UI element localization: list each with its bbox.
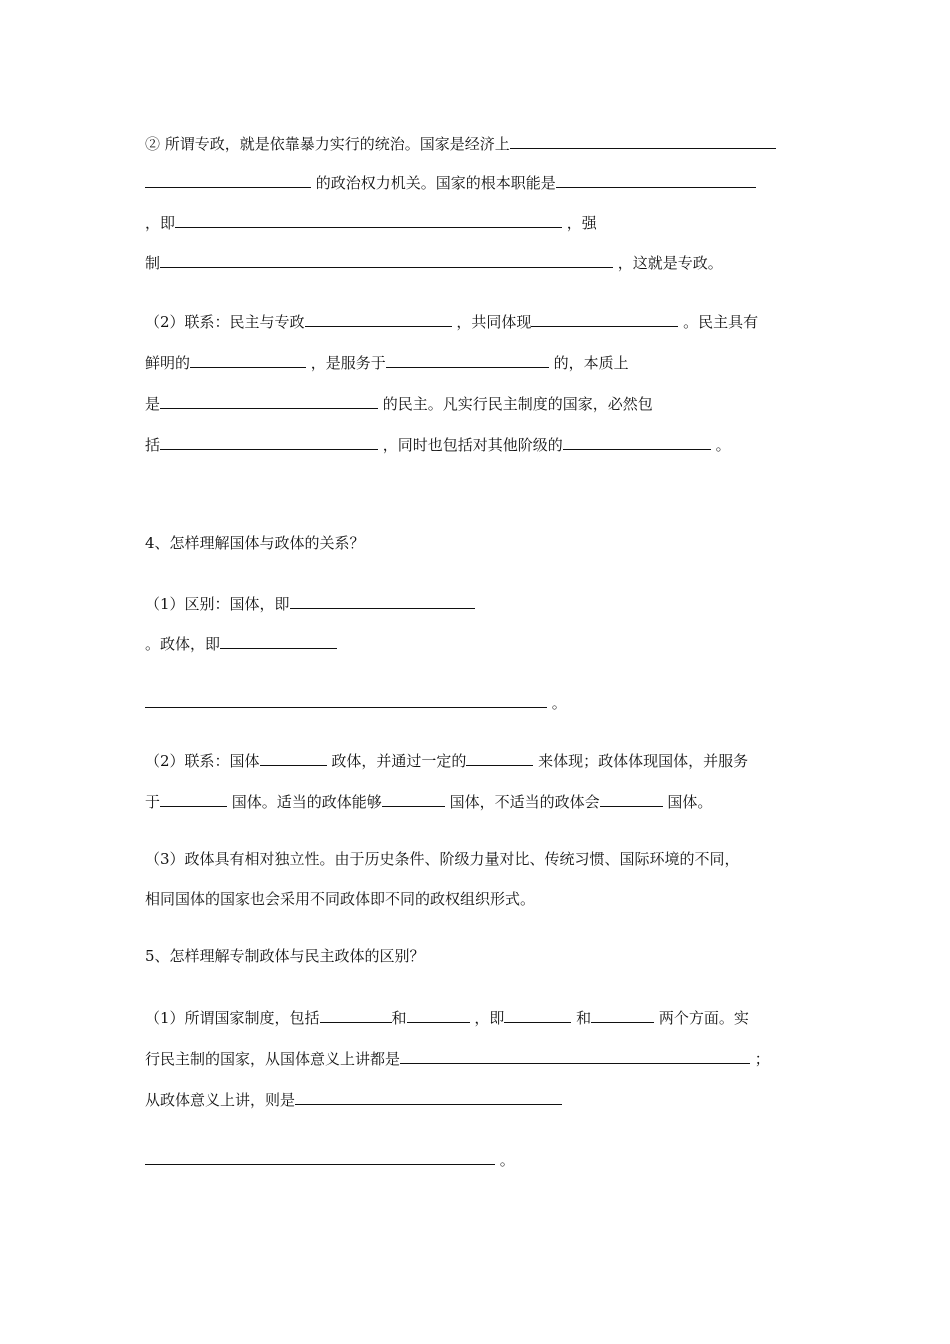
q4-independence-line-2 [145, 889, 535, 909]
blank-q5-4[interactable] [591, 1007, 654, 1023]
link-text-2b: ，是服务于 [306, 354, 386, 372]
link-text-1b: ，共同体现 [451, 313, 532, 331]
q4-link-line-1 [145, 750, 748, 770]
link-text-2c: 的，本质上 [548, 354, 629, 372]
blank-state-system[interactable] [290, 593, 475, 609]
link-text-1a: （2）联系：民主与专政 [145, 313, 305, 331]
q4-text-2e: 国体。适当的政体能够 [227, 793, 382, 811]
blank-government-form[interactable] [220, 633, 337, 649]
dictatorship-line-1 [145, 133, 776, 153]
link-line-4 [145, 434, 731, 454]
blank-q5-government-form-cont[interactable] [145, 1149, 495, 1165]
q4-text-2d: 于 [145, 793, 161, 811]
link-text-3b: 的民主。凡实行民主制度的国家，必然包 [378, 395, 653, 413]
q4-independence-line-1 [145, 849, 740, 869]
q4-distinction-line-1 [145, 593, 475, 613]
q5-text-3a: 从政体意义上讲，则是 [145, 1091, 296, 1109]
q4-text-1b: 。政体，即 [145, 635, 221, 653]
dictatorship-text-3a: ，即 [145, 214, 176, 232]
blank-endanger[interactable] [600, 791, 663, 807]
blank-serves[interactable] [386, 352, 549, 368]
q4-text-2a: （2）联系：国体 [145, 752, 260, 770]
blank-determines[interactable] [260, 750, 327, 766]
q5-text-end: 。 [495, 1151, 515, 1169]
link-text-3a: 是 [145, 395, 161, 413]
q5-line-3 [145, 1089, 562, 1109]
q5-text-2a: 行民主制的国家，从国体意义上讲都是 [145, 1050, 401, 1068]
link-text-2a: 鲜明的 [145, 354, 191, 372]
dictatorship-text-3b: ，强 [562, 214, 597, 232]
blank-serves-state[interactable] [160, 791, 227, 807]
q4-text-1a: （1）区别：国体，即 [145, 595, 290, 613]
question4-title [145, 533, 365, 553]
q5-text-1b: 和 [391, 1009, 407, 1027]
question4-title-text: 4、怎样理解国体与政体的关系？ [145, 534, 365, 552]
q4-text-2c: 来体现；政体体现国体，并服务 [533, 752, 749, 770]
link-text-4a: 括 [145, 436, 161, 454]
blank-coercion[interactable] [160, 252, 613, 268]
blank-other-classes[interactable] [563, 434, 711, 450]
dictatorship-text-4a: 制 [145, 254, 161, 272]
q4-distinction-line-3 [145, 692, 567, 712]
blank-distinct[interactable] [190, 352, 306, 368]
link-line-2 [145, 352, 629, 372]
blank-essence[interactable] [160, 393, 378, 409]
dictatorship-line-4 [145, 252, 723, 272]
link-text-1c: 。民主具有 [678, 313, 759, 331]
blank-q5-government-form[interactable] [295, 1089, 562, 1105]
q5-text-2b: ； [750, 1050, 770, 1068]
blank-q5-1[interactable] [320, 1007, 392, 1023]
q4-text-2b: 政体，并通过一定的 [326, 752, 467, 770]
blank-certain-form[interactable] [466, 750, 533, 766]
link-line-1 [145, 311, 758, 331]
blank-q5-state-system[interactable] [400, 1048, 750, 1064]
link-text-4b: ，同时也包括对其他阶级的 [378, 436, 563, 454]
blank-economic-ruling-cont[interactable] [145, 172, 311, 188]
q4-text-3b: 相同国体的国家也会采用不同政体即不同的政权组织形式。 [145, 890, 536, 908]
question5-title [145, 946, 425, 966]
dictatorship-line-3 [145, 212, 597, 232]
blank-economic-ruling[interactable] [510, 133, 776, 149]
q4-text-3a: （3）政体具有相对独立性。由于历史条件、阶级力量对比、传统习惯、国际环境的不同， [145, 850, 740, 868]
blank-q5-3[interactable] [504, 1007, 571, 1023]
q5-text-1a: （1）所谓国家制度，包括 [145, 1009, 320, 1027]
q5-line-4 [145, 1149, 515, 1169]
q4-text-2f: 国体，不适当的政体会 [444, 793, 600, 811]
dictatorship-text-1: ② 所谓专政，就是依靠暴力实行的统治。国家是经济上 [145, 135, 510, 153]
dictatorship-line-2 [145, 172, 756, 192]
q5-line-1 [145, 1007, 749, 1027]
blank-jointly-reflect[interactable] [531, 311, 678, 327]
blank-namely[interactable] [175, 212, 562, 228]
q4-link-line-2 [145, 791, 712, 811]
blank-consolidate[interactable] [382, 791, 445, 807]
q5-line-2 [145, 1048, 770, 1068]
dictatorship-text-2: 的政治权力机关。国家的根本职能是 [311, 174, 556, 192]
link-text-4c: 。 [710, 436, 731, 454]
q5-text-1c: ，即 [469, 1009, 505, 1027]
blank-q5-2[interactable] [407, 1007, 470, 1023]
blank-fundamental-function[interactable] [556, 172, 756, 188]
question5-title-text: 5、怎样理解专制政体与民主政体的区别？ [145, 947, 425, 965]
blank-government-form-cont[interactable] [145, 692, 547, 708]
q5-text-1d: 和 [571, 1009, 592, 1027]
blank-democracy-dictatorship[interactable] [305, 311, 452, 327]
link-line-3 [145, 393, 653, 413]
q4-text-1-end: 。 [547, 694, 567, 712]
dictatorship-text-4b: ，这就是专政。 [613, 254, 723, 272]
q4-distinction-line-2 [145, 633, 337, 653]
q4-text-2g: 国体。 [662, 793, 713, 811]
q5-text-1e: 两个方面。实 [654, 1009, 749, 1027]
blank-include[interactable] [160, 434, 378, 450]
